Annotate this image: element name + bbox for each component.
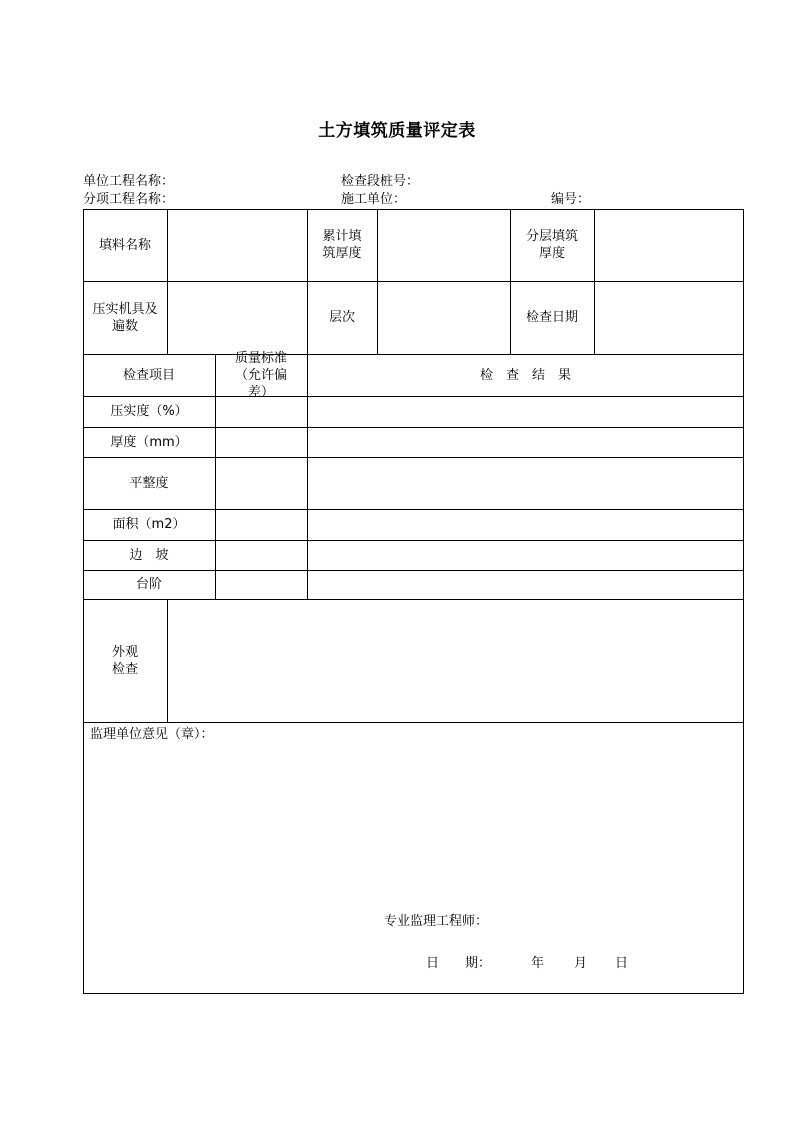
appearance-check-label: 外观检查 — [111, 644, 138, 677]
inspection-date-label: 检查日期 — [525, 310, 578, 325]
day-label: 日 — [615, 956, 629, 971]
item-header: 检查项目 — [122, 367, 175, 383]
evaluation-table — [83, 209, 744, 994]
date-label: 日 期： — [426, 956, 492, 971]
item-area: 面积（m2） — [112, 517, 186, 532]
compaction-label: 压实机具及遍数 — [92, 301, 158, 334]
construction-unit-label: 施工单位： — [341, 192, 407, 207]
page-title: 土方填筑质量评定表 — [318, 121, 476, 141]
layer-fill-thickness-label: 分层填筑厚度 — [525, 229, 578, 261]
month-label: 月 — [574, 956, 588, 971]
layer-label: 层次 — [328, 310, 355, 325]
fill-material-label: 填料名称 — [98, 237, 151, 253]
item-step: 台阶 — [135, 577, 162, 592]
supervising-engineer-label: 专业监理工程师： — [384, 914, 489, 929]
inspection-section-label: 检查段桩号： — [341, 174, 420, 189]
result-header: 检 查 结 果 — [479, 367, 571, 383]
standard-header: 质量标准（允许偏差） — [234, 350, 287, 400]
accumulated-thickness-label: 累计填筑厚度 — [322, 229, 362, 261]
item-thickness: 厚度（mm） — [110, 434, 188, 450]
supervision-opinion-label: 监理单位意见（章）： — [90, 727, 214, 742]
item-flatness: 平整度 — [129, 475, 169, 491]
sub-project-label: 分项工程名称： — [83, 192, 175, 207]
year-label: 年 — [531, 956, 545, 971]
item-compaction-degree: 压实度（%） — [110, 404, 188, 419]
unit-project-label: 单位工程名称： — [83, 174, 175, 189]
number-label: 编号： — [551, 192, 591, 207]
item-slope: 边 坡 — [129, 547, 169, 563]
